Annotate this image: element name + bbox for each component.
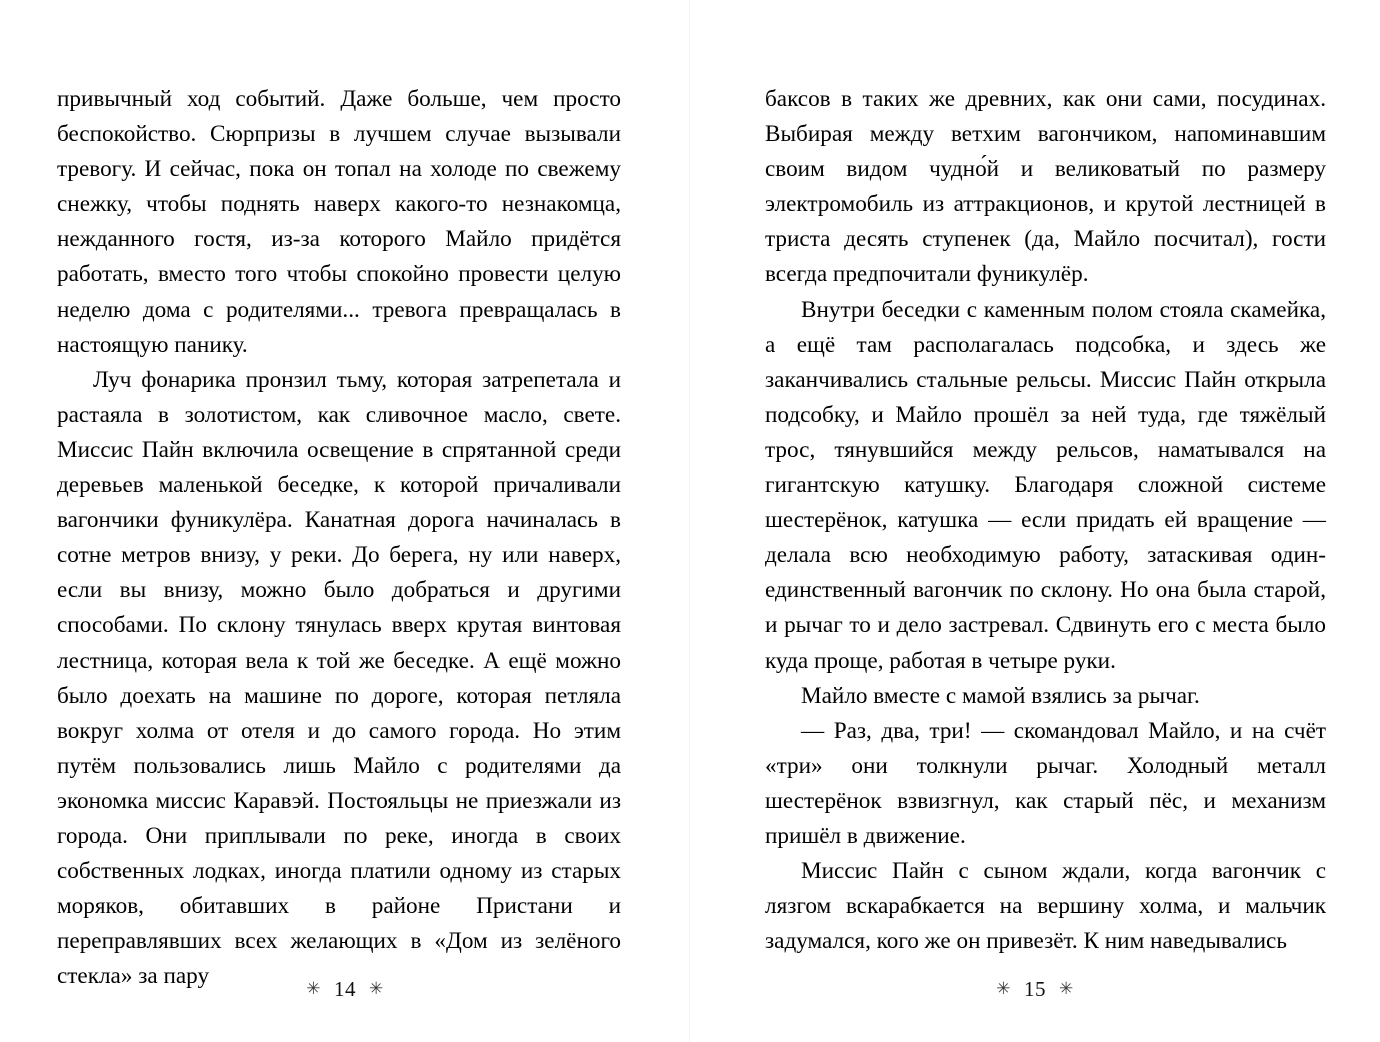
left-page-textblock	[57, 82, 621, 994]
page-number: 15	[1024, 977, 1046, 1001]
left-page-folio	[0, 979, 690, 1000]
paragraph: привычный ход событий. Даже больше, чем просто беспокойство. Сюрпризы в лучшем случае вызывали тревогу. И сейчас, пока он топал на холоде по свежему снежку, чтобы поднять наверх какого-то незнакомца, нежданного гостя, из-за которого Майло придётся работать, вместо того чтобы спокойно провести целую неделю дома с родителями... тревога превращалась в настоящую панику.	[57, 86, 621, 358]
paragraph: — Раз, два, три! — скомандовал Майло, и на счёт «три» они толкнули рычаг. Холодный металл шестерёнок взвизгнул, как старый пёс, и механизм пришёл в движение.	[765, 717, 1326, 849]
asterisk-ornament-icon: ✳	[1059, 979, 1074, 998]
right-page-folio	[690, 979, 1380, 1000]
paragraph: Майло вместе с мамой взялись за рычаг.	[801, 682, 1200, 709]
paragraph: Луч фонарика пронзил тьму, которая затрепетала и растаяла в золотистом, как сливочное масло, свете. Миссис Пайн включила освещение в спрятанной среди деревьев маленькой беседке, к которой причаливали вагончики фуникулёра. Канатная дорога начиналась в сотне метров внизу, у реки. До берега, ну или наверх, если вы внизу, можно было добраться и другими способами. По склону тянулась вверх крутая винтовая лестница, которая вела к той же беседке. А ещё можно было доехать на машине по дороге, которая петляла вокруг холма от отеля и до самого города. Но этим путём пользовались лишь Майло с родителями да экономка миссис Каравэй. Постояльцы не приезжали из города. Они приплывали по реке, иногда в своих собственных лодках, иногда платили одному из старых моряков, обитавших в районе Пристани и переправлявших всех желающих в «Дом из зелёного стекла» за пару	[57, 366, 621, 990]
right-page	[690, 0, 1380, 1042]
asterisk-ornament-icon: ✳	[306, 979, 321, 998]
asterisk-ornament-icon: ✳	[369, 979, 384, 998]
paragraph: баксов в таких же древних, как они сами, посудинах. Выбирая между ветхим вагончиком, напоминавшим своим видом чудно́й и великоватый по размеру электромобиль из аттракционов, и крутой лестницей в триста десять ступенек (да, Майло посчитал), гости всегда предпочитали фуникулёр.	[765, 86, 1326, 288]
paragraph: Внутри беседки с каменным полом стояла скамейка, а ещё там располагалась подсобка, и здесь же заканчивались стальные рельсы. Миссис Пайн открыла подсобку, и Майло прошёл за ней туда, где тяжёлый трос, тянувшийся между рельсов, наматывался на гигантскую катушку. Благодаря сложной системе шестерёнок, катушка — если придать ей вращение — делала всю необходимую работу, затаскивая один-единственный вагончик по склону. Но она была старой, и рычаг то и дело застревал. Сдвинуть его с места было куда проще, работая в четыре руки.	[765, 296, 1326, 674]
page-number: 14	[334, 977, 356, 1001]
asterisk-ornament-icon: ✳	[996, 979, 1011, 998]
right-page-textblock	[765, 82, 1326, 959]
paragraph: Миссис Пайн с сыном ждали, когда вагончик с лязгом вскарабкается на вершину холма, и мальчик задумался, кого же он привезёт. К ним наведывались	[765, 858, 1326, 955]
